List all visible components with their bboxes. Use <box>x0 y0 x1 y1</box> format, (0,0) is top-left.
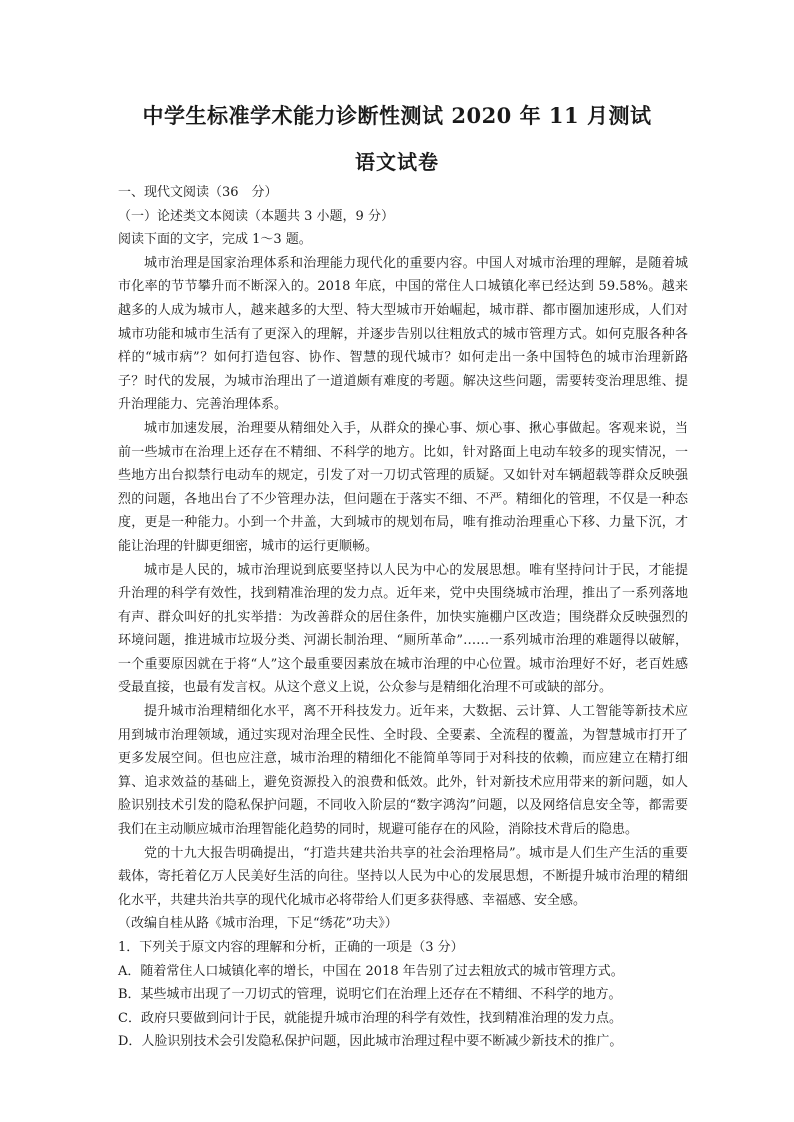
page-subtitle: 语文试卷 <box>355 150 439 174</box>
question-option-a: A．随着常住人口城镇化率的增长，中国在 2018 年告别了过去粗放式的城市管理方式。 <box>118 963 624 979</box>
exam-body <box>118 181 688 1054</box>
question-option-b: B．某些城市出现了一刀切式的管理，说明它们在治理上还存在不精细、不科学的地方。 <box>118 987 622 1003</box>
question-option-d: D．人脸识别技术会引发隐私保护问题，因此城市治理过程中要不断减少新技术的推广。 <box>118 1034 623 1050</box>
passage-paragraph: 城市加速发展，治理要从精细处入手，从群众的操心事、烦心事、揪心事做起。客观来说，当前一些城市在治理上还存在不精细、不科学的地方。比如，针对路面上电动车较多的现实情况，一些地方出台拟禁行电动车的规定，引发了对一刀切式管理的质疑。又如针对车辆超载等群众反映强烈的问题，各地出台了不少管理办法，但问题在于落实不细、不严。精细化的管理，不仅是一种态度，更是一种能力。小到一个井盖，大到城市的规划布局，唯有推动治理重心下移、力量下沉，才能让治理的针脚更细密，城市的运行更顺畅。 <box>118 420 688 554</box>
passage-paragraph: 城市是人民的，城市治理说到底要坚持以人民为中心的发展思想。唯有坚持问计于民，才能提升治理的科学有效性，找到精准治理的发力点。近年来，党中央围绕城市治理，推出了一系列落地有声、群众叫好的扎实举措：为改善群众的居住条件，加快实施棚户区改造；围绕群众反映强烈的环境问题，推进城市垃圾分类、河湖长制治理、“厕所革命”……一系列城市治理的难题得以破解，一个重要原因就在于将“人”这个最重要因素放在城市治理的中心位置。城市治理好不好，老百姓感受最直接，也最有发言权。从这个意义上说，公众参与是精细化治理不可或缺的部分。 <box>118 562 688 696</box>
question-option-c: C．政府只要做到问计于民，就能提升城市治理的科学有效性，找到精准治理的发力点。 <box>118 1010 622 1026</box>
question-stem: 1．下列关于原文内容的理解和分析，正确的一项是（3 分） <box>118 940 464 955</box>
passage-paragraph: 党的十九大报告明确提出，“打造共建共治共享的社会治理格局”。城市是人们生产生活的重要载体，寄托着亿万人民美好生活的向往。坚持以人民为中心的发展思想，不断提升城市治理的精细化水平，共建共治共享的现代化城市必将带给人们更多获得感、幸福感、安全感。 <box>118 845 688 908</box>
passage-paragraph: 城市治理是国家治理体系和治理能力现代化的重要内容。中国人对城市治理的理解，是随着城市化率的节节攀升而不断深入的。2018 年底，中国的常住人口城镇化率已经达到 59.58%。越来越多的人成为城市人，越来越多的大型、特大型城市开始崛起，城市群、都市圈加速形成，人们对城市功能和城市生活有了更深入的理解，并逐步告别以往粗放式的城市管理方式。如何克服各种各样的“城市病”？如何打造包容、协作、智慧的现代城市？如何走出一条中国特色的城市治理新路子？时代的发展，为城市治理出了一道道颇有难度的考题。解决这些问题，需要转变治理思维、提升治理能力、完善治理体系。 <box>118 255 688 413</box>
passage-source: （改编自桂从路《城市治理，下足“绣花”功夫》） <box>118 916 398 932</box>
section-heading: 一、现代文阅读（36 分） <box>118 185 278 200</box>
reading-instruction: 阅读下面的文字，完成 1～3 题。 <box>118 232 312 248</box>
passage-paragraph: 提升城市治理精细化水平，离不开科技发力。近年来，大数据、云计算、人工智能等新技术应用到城市治理领域，通过实现对治理全民性、全时段、全要素、全流程的覆盖，为智慧城市打开了更多发展空间。但也应注意，城市治理的精细化不能简单等同于对科技的依赖，而应建立在精打细算、追求效益的基础上，避免资源投入的浪费和低效。此外，针对新技术应用带来的新问题，如人脸识别技术引发的隐私保护问题，不同收入阶层的“数字鸿沟”问题，以及网络信息安全等，都需要我们在主动顺应城市治理智能化趋势的同时，规避可能存在的风险，消除技术背后的隐患。 <box>118 704 688 838</box>
section-subheading: （一）论述类文本阅读（本题共 3 小题，9 分） <box>118 208 394 224</box>
page-title: 中学生标准学术能力诊断性测试 2020 年 11 月测试 <box>142 103 652 128</box>
